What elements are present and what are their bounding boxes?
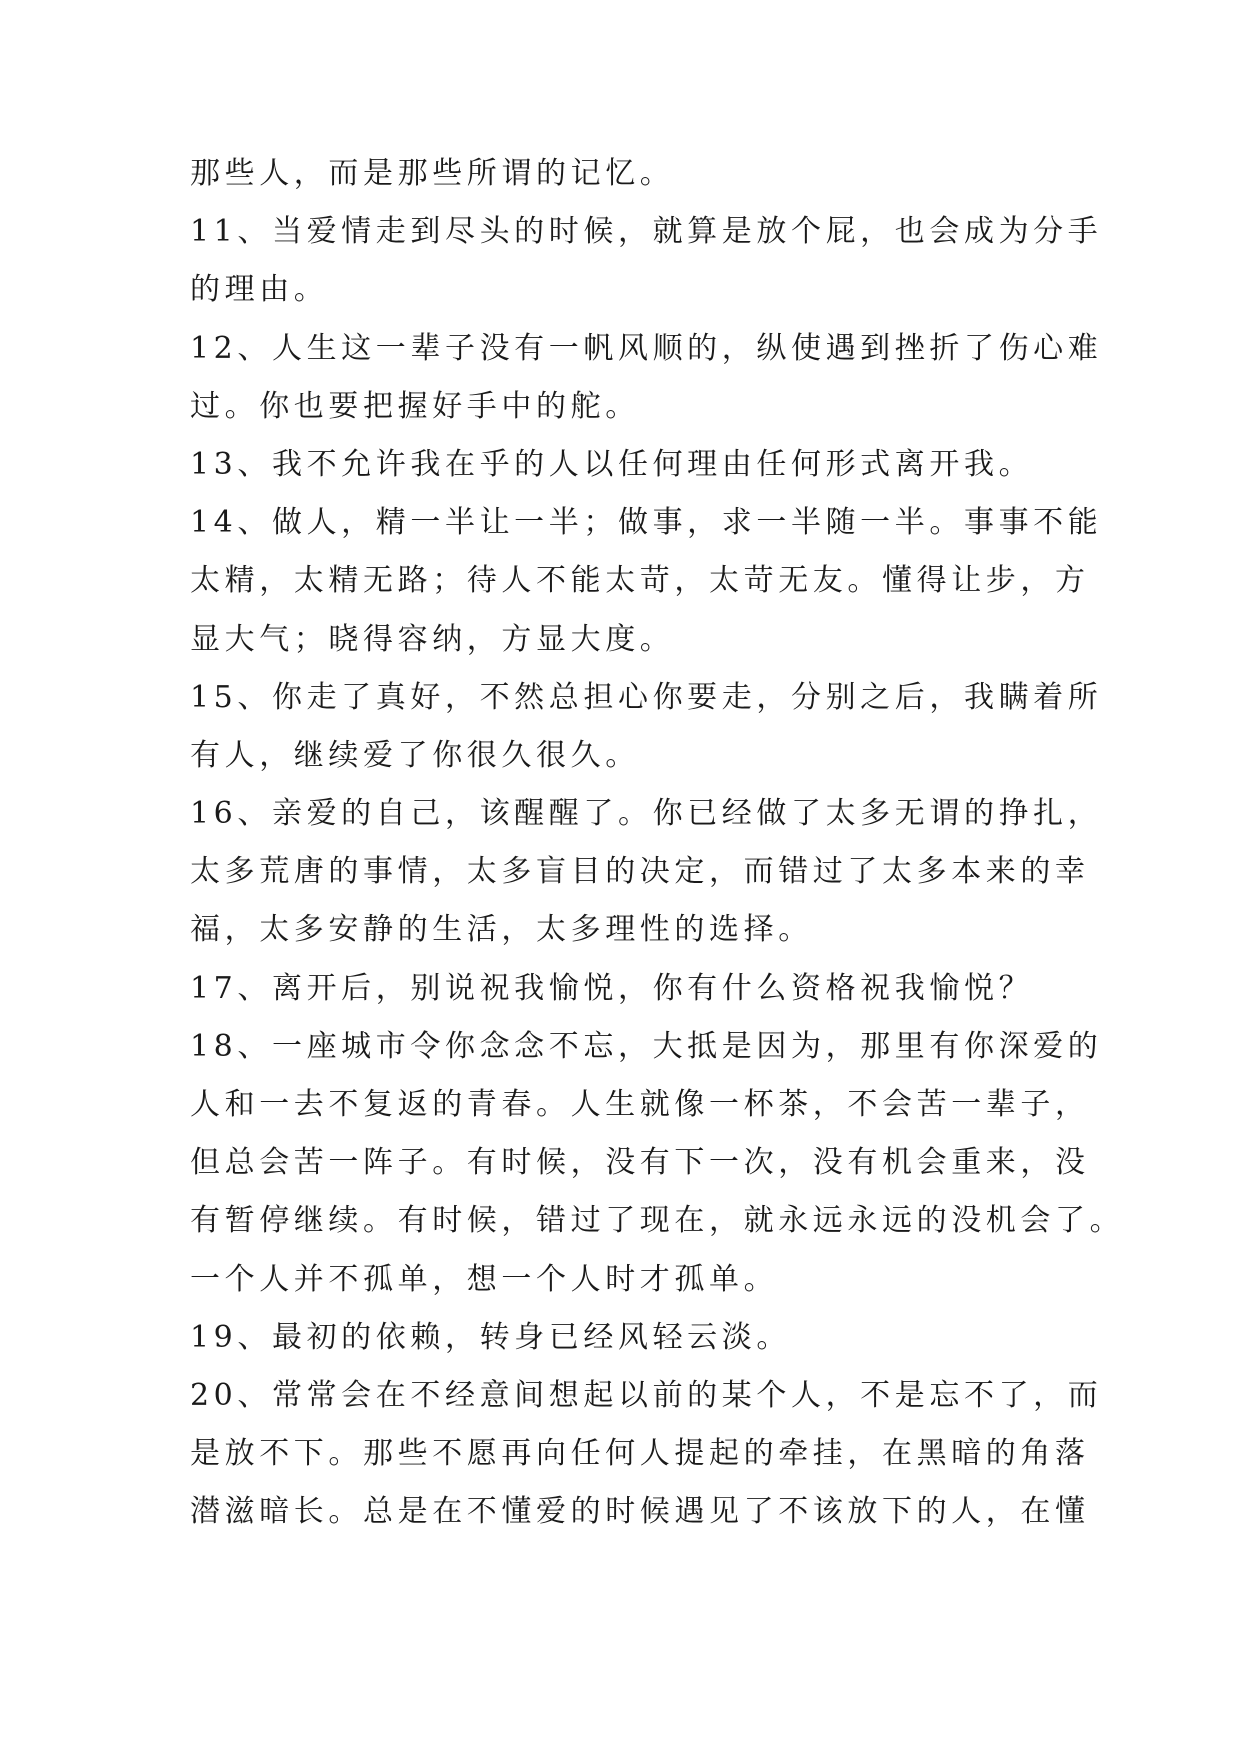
text-line: 20、常常会在不经意间想起以前的某个人，不是忘不了，而 bbox=[190, 1377, 1103, 1413]
text-line: 有暂停继续。有时候，错过了现在，就永远永远的没机会了。 bbox=[190, 1203, 1125, 1239]
text-line: 过。你也要把握好手中的舵。 bbox=[190, 388, 640, 424]
text-line: 福，太多安静的生活，太多理性的选择。 bbox=[190, 912, 813, 948]
text-line: 显大气；晓得容纳，方显大度。 bbox=[190, 621, 675, 657]
text-line: 15、你走了真好，不然总担心你要走，分别之后，我瞒着所 bbox=[190, 679, 1103, 715]
text-line: 18、一座城市令你念念不忘，大抵是因为，那里有你深爱的 bbox=[190, 1028, 1103, 1064]
text-line: 有人，继续爱了你很久很久。 bbox=[190, 737, 640, 773]
text-line: 19、最初的依赖，转身已经风轻云淡。 bbox=[190, 1319, 791, 1355]
text-line: 太精，太精无路；待人不能太苛，太苛无友。懂得让步，方 bbox=[190, 563, 1090, 599]
text-line: 13、我不允许我在乎的人以任何理由任何形式离开我。 bbox=[190, 446, 1034, 482]
text-line: 12、人生这一辈子没有一帆风顺的，纵使遇到挫折了伤心难 bbox=[190, 330, 1103, 366]
text-line: 潜滋暗长。总是在不懂爱的时候遇见了不该放下的人，在懂 bbox=[190, 1494, 1090, 1530]
text-line: 但总会苦一阵子。有时候，没有下一次，没有机会重来，没 bbox=[190, 1145, 1090, 1181]
text-line: 16、亲爱的自己，该醒醒了。你已经做了太多无谓的挣扎， bbox=[190, 796, 1103, 832]
text-line: 那些人，而是那些所谓的记忆。 bbox=[190, 156, 675, 191]
text-line: 17、离开后，别说祝我愉悦，你有什么资格祝我愉悦？ bbox=[190, 970, 1034, 1006]
text-line: 14、做人，精一半让一半；做事，求一半随一半。事事不能 bbox=[190, 505, 1103, 541]
text-line: 11、当爱情走到尽头的时候，就算是放个屁，也会成为分手 bbox=[190, 214, 1103, 250]
body-text bbox=[190, 154, 1125, 1551]
text-line: 是放不下。那些不愿再向任何人提起的牵挂，在黑暗的角落 bbox=[190, 1436, 1090, 1472]
text-line: 的理由。 bbox=[190, 272, 329, 308]
text-line: 一个人并不孤单，想一个人时才孤单。 bbox=[190, 1261, 779, 1297]
text-line: 人和一去不复返的青春。人生就像一杯茶，不会苦一辈子， bbox=[190, 1087, 1090, 1122]
text-line: 太多荒唐的事情，太多盲目的决定，而错过了太多本来的幸 bbox=[190, 854, 1090, 890]
